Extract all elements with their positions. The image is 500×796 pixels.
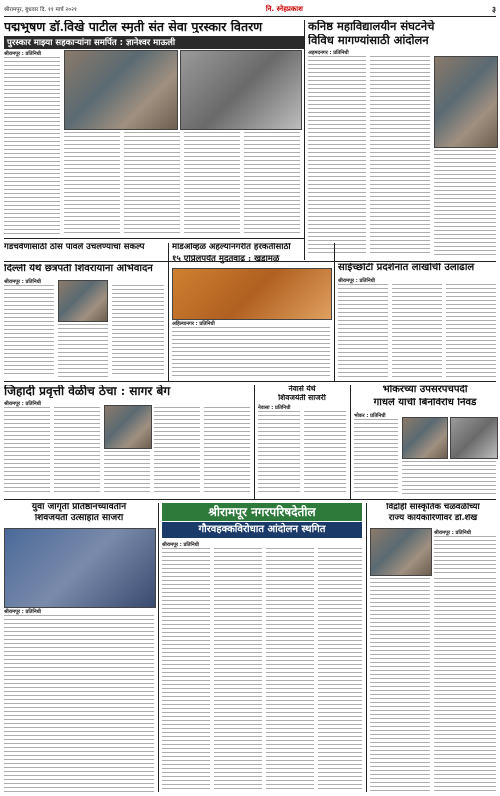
article-headline: गांधले यांची बिनविरोध निवड bbox=[373, 398, 477, 408]
article-body-column bbox=[308, 56, 366, 256]
article-body-column bbox=[154, 407, 200, 495]
column-divider bbox=[334, 243, 335, 381]
article-byline: अहिल्यानगर : प्रतिनिधी bbox=[172, 321, 215, 327]
article-body-column bbox=[392, 284, 442, 377]
article-headline: जिहादी प्रवृत्ती वेळीच ठेचा : सागर बेग bbox=[4, 385, 171, 398]
column-divider bbox=[158, 503, 159, 792]
article-headline: १५ एप्रिलपर्यंत मुदतवाढ : खडामळे bbox=[172, 255, 280, 264]
article-body-column bbox=[370, 578, 430, 792]
article-headline: युवा जागृती प्रतिष्ठानच्यावतीने bbox=[31, 503, 127, 512]
article-byline: श्रीरामपूर : प्रतिनिधी bbox=[4, 401, 41, 407]
article-byline: श्रीरामपूर : प्रतिनिधी bbox=[4, 51, 41, 57]
article-body-column bbox=[338, 284, 388, 377]
article-photo bbox=[58, 280, 108, 322]
column-divider bbox=[366, 503, 367, 792]
article-headline: दिल्ली येथे छत्रपती शिवरायांना अभिवादन bbox=[4, 264, 153, 274]
article-byline: श्रीरामपूर : प्रतिनिधी bbox=[4, 609, 41, 615]
page-header bbox=[4, 2, 496, 17]
article-byline: श्रीरामपूर : प्रतिनिधी bbox=[338, 278, 375, 284]
column-divider bbox=[254, 385, 255, 499]
article-photo bbox=[104, 405, 152, 449]
article-body-column bbox=[54, 407, 100, 495]
article-byline: भोकर : प्रतिनिधी bbox=[354, 413, 386, 419]
article-body-column bbox=[244, 132, 300, 234]
article-photo bbox=[180, 50, 302, 130]
article-byline: श्रीरामपूर : प्रतिनिधी bbox=[4, 279, 41, 285]
article-headline: मांडओव्हळ अहल्यानगरीत हरकतीसाठी bbox=[172, 243, 291, 252]
article-body-column bbox=[370, 56, 430, 256]
article-body-column bbox=[112, 285, 164, 377]
article-byline: नेवासा : प्रतिनिधी bbox=[258, 405, 291, 411]
article-body-column bbox=[4, 285, 54, 377]
article-body-column bbox=[258, 411, 300, 495]
article-photo bbox=[370, 528, 432, 576]
article-headline: विद्रोही सांस्कृतिक चळवळीच्या bbox=[386, 503, 480, 512]
article-photo bbox=[402, 417, 448, 459]
edition-date: श्रीरामपूर, बुधवार दि. ११ मार्च २०२१ bbox=[4, 7, 77, 13]
article-headline: गौरवहक्कविरोधात आंदोलन स्थगित bbox=[162, 522, 362, 538]
article-byline: अहमदनगर : प्रतिनिधी bbox=[308, 50, 349, 56]
article-subheadline: पुरस्कार माझ्या सहकाऱ्यांना समर्पित : ज्ञानेश्वर माऊली bbox=[4, 36, 304, 49]
page-number: ३ bbox=[491, 4, 496, 14]
section-divider bbox=[4, 499, 496, 500]
article-photo bbox=[434, 56, 498, 148]
article-body-column bbox=[4, 615, 154, 792]
article-body-column bbox=[214, 548, 262, 792]
article-body-column bbox=[434, 578, 496, 792]
article-body-column bbox=[104, 451, 150, 495]
column-divider bbox=[304, 20, 305, 260]
article-body-column bbox=[162, 548, 210, 792]
publication-name: नि. स्नेहप्रकाश bbox=[265, 4, 303, 13]
article-body-column bbox=[4, 407, 50, 495]
article-body-column bbox=[304, 411, 346, 495]
column-divider bbox=[350, 385, 351, 499]
article-photo bbox=[172, 268, 332, 320]
article-byline: श्रीरामपूर : प्रतिनिधी bbox=[162, 542, 199, 548]
article-body-column bbox=[204, 407, 250, 495]
section-divider bbox=[4, 381, 496, 382]
article-body-column bbox=[266, 548, 314, 792]
article-body-column bbox=[434, 150, 496, 256]
article-headline: भोकरच्या उपसरपंचपदी bbox=[382, 385, 468, 395]
article-photo bbox=[4, 528, 156, 608]
article-headline: पद्मभूषण डॉ.विखे पाटील स्मृती संत सेवा पुरस्कार वितरण bbox=[4, 20, 263, 34]
article-photo bbox=[450, 417, 498, 459]
article-headline: नेवासे येथे bbox=[288, 385, 316, 393]
article-body-column bbox=[318, 548, 362, 792]
article-body-column bbox=[354, 419, 398, 495]
article-headline: गडचर्वणासाठी ठोस पावले उचलण्याचा संकल्प bbox=[4, 243, 145, 252]
article-body-column bbox=[124, 132, 180, 234]
article-headline: शिवजयंती साजरी bbox=[278, 394, 326, 402]
article-body-column bbox=[402, 461, 496, 495]
article-body-column bbox=[434, 536, 496, 574]
article-byline: श्रीरामपूर : प्रतिनिधी bbox=[434, 530, 471, 536]
article-headline: कनिष्ठ महाविद्यालयीन संघटनेचे bbox=[308, 20, 435, 33]
article-headline: विविध मागण्यांसाठी आंदोलन bbox=[308, 34, 429, 47]
column-divider bbox=[168, 243, 169, 381]
article-body-column bbox=[184, 132, 240, 234]
article-body-column bbox=[4, 57, 60, 234]
article-headline: श्रीरामपूर नगरपरिषदेतील bbox=[162, 503, 362, 521]
article-body-column bbox=[172, 327, 330, 377]
article-headline: साईच्छोटी प्रदर्शनात लाखोंची उलाढाल bbox=[338, 263, 475, 273]
article-photo bbox=[64, 50, 178, 130]
section-divider bbox=[4, 238, 304, 239]
article-body-column bbox=[64, 132, 120, 234]
article-body-column bbox=[446, 284, 496, 377]
article-headline: शिवजयंती उत्साहात साजरी bbox=[34, 514, 124, 523]
article-headline: राज्य कार्यकारिणीवर डॉ.शेख bbox=[388, 514, 478, 523]
article-body-column bbox=[58, 324, 108, 377]
